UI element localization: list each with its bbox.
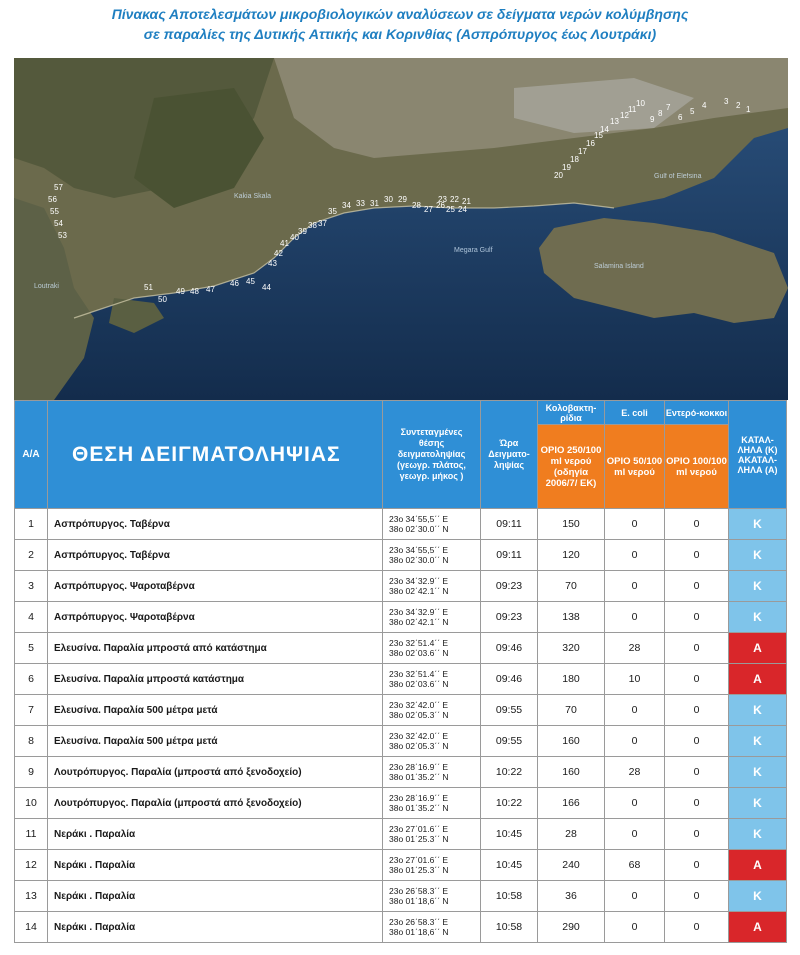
row-result-badge: Κ bbox=[729, 540, 787, 571]
svg-text:12: 12 bbox=[620, 111, 629, 120]
row-position: Νεράκι . Παραλία bbox=[48, 912, 383, 943]
svg-text:44: 44 bbox=[262, 283, 271, 292]
svg-text:26: 26 bbox=[436, 201, 445, 210]
table-row bbox=[15, 881, 787, 912]
row-coliform: 120 bbox=[538, 540, 605, 571]
row-coordinates: 23o 34΄55,5΄΄ E 38o 02΄30.0΄΄ N bbox=[383, 509, 481, 540]
row-enterococci: 0 bbox=[665, 695, 729, 726]
row-coliform: 166 bbox=[538, 788, 605, 819]
row-number: 12 bbox=[15, 850, 48, 881]
satellite-map bbox=[14, 58, 788, 400]
row-enterococci: 0 bbox=[665, 788, 729, 819]
row-time: 09:23 bbox=[481, 602, 538, 633]
svg-text:53: 53 bbox=[58, 231, 67, 240]
row-coordinates: 23o 34΄32.9΄΄ E 38o 02΄42.1΄΄ N bbox=[383, 602, 481, 633]
table-row bbox=[15, 788, 787, 819]
row-position: Ασπρόπυργος. Ψαροταβέρνα bbox=[48, 571, 383, 602]
table-row bbox=[15, 912, 787, 943]
row-result-badge: Κ bbox=[729, 602, 787, 633]
row-coliform: 150 bbox=[538, 509, 605, 540]
row-time: 09:46 bbox=[481, 633, 538, 664]
map-label-salamina: Salamina Island bbox=[594, 263, 644, 270]
row-time: 10:58 bbox=[481, 881, 538, 912]
row-position: Νεράκι . Παραλία bbox=[48, 819, 383, 850]
map-graphic bbox=[14, 58, 788, 400]
svg-text:20: 20 bbox=[554, 171, 563, 180]
svg-text:56: 56 bbox=[48, 195, 57, 204]
row-enterococci: 0 bbox=[665, 912, 729, 943]
row-time: 09:55 bbox=[481, 726, 538, 757]
row-coliform: 70 bbox=[538, 695, 605, 726]
map-label-megara-gulf: Megara Gulf bbox=[454, 247, 493, 254]
row-result-badge: Α bbox=[729, 912, 787, 943]
svg-text:47: 47 bbox=[206, 285, 215, 294]
row-coliform: 138 bbox=[538, 602, 605, 633]
svg-text:3: 3 bbox=[724, 97, 729, 106]
row-ecoli: 28 bbox=[605, 633, 665, 664]
header-ecoli-limit: ΟΡΙΟ 50/100 ml νερού bbox=[605, 425, 665, 509]
row-ecoli: 0 bbox=[605, 509, 665, 540]
table-row bbox=[15, 819, 787, 850]
row-coordinates: 23o 26΄58.3΄΄ E 38o 01΄18,6΄΄ N bbox=[383, 912, 481, 943]
row-position: Νεράκι . Παραλία bbox=[48, 881, 383, 912]
row-ecoli: 0 bbox=[605, 602, 665, 633]
header-coliform: Κολοβακτη-ρίδια bbox=[538, 401, 605, 425]
row-enterococci: 0 bbox=[665, 881, 729, 912]
svg-text:8: 8 bbox=[658, 109, 663, 118]
table-row bbox=[15, 664, 787, 695]
row-enterococci: 0 bbox=[665, 819, 729, 850]
header-coordinates: Συντεταγμένες θέσης δειγματοληψίας (γεωγρ. πλάτος, γεωγρ. μήκος ) bbox=[383, 401, 481, 509]
row-result-badge: Κ bbox=[729, 757, 787, 788]
row-position: Ελευσίνα. Παραλία μπροστά από κατάστημα bbox=[48, 633, 383, 664]
header-time: Ώρα Δειγματο-ληψίας bbox=[481, 401, 538, 509]
svg-text:1: 1 bbox=[746, 105, 751, 114]
row-result-badge: Α bbox=[729, 664, 787, 695]
row-coordinates: 23o 34΄32.9΄΄ E 38o 02΄42.1΄΄ N bbox=[383, 571, 481, 602]
row-enterococci: 0 bbox=[665, 726, 729, 757]
svg-text:30: 30 bbox=[384, 195, 393, 204]
row-coliform: 36 bbox=[538, 881, 605, 912]
row-ecoli: 0 bbox=[605, 540, 665, 571]
svg-text:7: 7 bbox=[666, 103, 671, 112]
svg-text:33: 33 bbox=[356, 199, 365, 208]
svg-text:49: 49 bbox=[176, 287, 185, 296]
row-coordinates: 23o 32΄51.4΄΄ E 38o 02΄03.6΄΄ N bbox=[383, 633, 481, 664]
row-coliform: 290 bbox=[538, 912, 605, 943]
row-time: 09:55 bbox=[481, 695, 538, 726]
row-ecoli: 0 bbox=[605, 726, 665, 757]
row-coliform: 160 bbox=[538, 757, 605, 788]
row-number: 4 bbox=[15, 602, 48, 633]
row-ecoli: 0 bbox=[605, 881, 665, 912]
header-ecoli: E. coli bbox=[605, 401, 665, 425]
row-position: Νεράκι . Παραλία bbox=[48, 850, 383, 881]
row-ecoli: 28 bbox=[605, 757, 665, 788]
title-line-1: Πίνακας Αποτελεσμάτων μικροβιολογικών αναλύσεων σε δείγματα νερών κολύμβησης bbox=[111, 6, 689, 22]
row-result-badge: Α bbox=[729, 633, 787, 664]
svg-text:6: 6 bbox=[678, 113, 683, 122]
table-row bbox=[15, 850, 787, 881]
header-enterococci: Εντερό-κοκκοι bbox=[665, 401, 729, 425]
row-position: Ελευσίνα. Παραλία 500 μέτρα μετά bbox=[48, 726, 383, 757]
svg-text:55: 55 bbox=[50, 207, 59, 216]
table-row bbox=[15, 571, 787, 602]
svg-text:46: 46 bbox=[230, 279, 239, 288]
svg-text:2: 2 bbox=[736, 101, 741, 110]
row-coordinates: 23o 28΄16.9΄΄ E 38o 01΄35.2΄΄ N bbox=[383, 757, 481, 788]
svg-text:5: 5 bbox=[690, 107, 695, 116]
header-entero-limit: ΟΡΙΟ 100/100 ml νερού bbox=[665, 425, 729, 509]
table-row bbox=[15, 757, 787, 788]
row-coliform: 180 bbox=[538, 664, 605, 695]
row-coordinates: 23o 32΄51.4΄΄ E 38o 02΄03.6΄΄ N bbox=[383, 664, 481, 695]
svg-text:51: 51 bbox=[144, 283, 153, 292]
header-suitability: ΚΑΤΑΛ-ΛΗΛΑ (Κ) ΑΚΑΤΑΛ-ΛΗΛΑ (Α) bbox=[729, 401, 787, 509]
row-coliform: 70 bbox=[538, 571, 605, 602]
table-row bbox=[15, 726, 787, 757]
row-time: 10:22 bbox=[481, 757, 538, 788]
row-time: 10:45 bbox=[481, 850, 538, 881]
svg-text:18: 18 bbox=[570, 155, 579, 164]
svg-text:4: 4 bbox=[702, 101, 707, 110]
svg-text:29: 29 bbox=[398, 195, 407, 204]
svg-text:23: 23 bbox=[438, 195, 447, 204]
row-position: Ελευσίνα. Παραλία μπροστά κατάστημα bbox=[48, 664, 383, 695]
table-row bbox=[15, 695, 787, 726]
svg-text:25: 25 bbox=[446, 205, 455, 214]
row-coordinates: 23o 28΄16.9΄΄ E 38o 01΄35.2΄΄ N bbox=[383, 788, 481, 819]
table-row bbox=[15, 540, 787, 571]
row-enterococci: 0 bbox=[665, 509, 729, 540]
table-row bbox=[15, 633, 787, 664]
row-position: Ελευσίνα. Παραλία 500 μέτρα μετά bbox=[48, 695, 383, 726]
row-enterococci: 0 bbox=[665, 664, 729, 695]
svg-text:9: 9 bbox=[650, 115, 655, 124]
row-position: Ασπρόπυργος. Ταβέρνα bbox=[48, 540, 383, 571]
row-number: 3 bbox=[15, 571, 48, 602]
row-number: 11 bbox=[15, 819, 48, 850]
row-position: Λουτρόπυργος. Παραλία (μπροστά από ξενοδοχείο) bbox=[48, 788, 383, 819]
row-position: Ασπρόπυργος. Ταβέρνα bbox=[48, 509, 383, 540]
row-coliform: 320 bbox=[538, 633, 605, 664]
svg-text:11: 11 bbox=[628, 105, 637, 114]
row-time: 10:58 bbox=[481, 912, 538, 943]
row-coordinates: 23o 32΄42.0΄΄ E 38o 02΄05.3΄΄ N bbox=[383, 726, 481, 757]
row-position: Ασπρόπυργος. Ψαροταβέρνα bbox=[48, 602, 383, 633]
header-coliform-limit: ΟΡΙΟ 250/100 ml νερού (οδηγία 2006/7/ ΕΚ) bbox=[538, 425, 605, 509]
row-time: 10:45 bbox=[481, 819, 538, 850]
svg-text:15: 15 bbox=[594, 131, 603, 140]
row-ecoli: 10 bbox=[605, 664, 665, 695]
row-coordinates: 23o 27΄01.6΄΄ E 38o 01΄25.3΄΄ N bbox=[383, 850, 481, 881]
row-time: 09:46 bbox=[481, 664, 538, 695]
row-coordinates: 23o 27΄01.6΄΄ E 38o 01΄25.3΄΄ N bbox=[383, 819, 481, 850]
row-ecoli: 0 bbox=[605, 571, 665, 602]
svg-text:38: 38 bbox=[308, 221, 317, 230]
svg-text:28: 28 bbox=[412, 201, 421, 210]
row-result-badge: Κ bbox=[729, 509, 787, 540]
row-enterococci: 0 bbox=[665, 757, 729, 788]
svg-text:31: 31 bbox=[370, 199, 379, 208]
results-table bbox=[14, 400, 787, 943]
row-coordinates: 23o 32΄42.0΄΄ E 38o 02΄05.3΄΄ N bbox=[383, 695, 481, 726]
row-result-badge: Κ bbox=[729, 819, 787, 850]
svg-text:57: 57 bbox=[54, 183, 63, 192]
row-coliform: 28 bbox=[538, 819, 605, 850]
row-time: 09:11 bbox=[481, 509, 538, 540]
map-label-kakia-skala: Kakia Skala bbox=[234, 193, 271, 200]
row-coliform: 160 bbox=[538, 726, 605, 757]
page-title bbox=[0, 4, 800, 44]
svg-text:16: 16 bbox=[586, 139, 595, 148]
row-number: 6 bbox=[15, 664, 48, 695]
header-aa: Α/Α bbox=[15, 401, 48, 509]
row-ecoli: 68 bbox=[605, 850, 665, 881]
row-result-badge: Κ bbox=[729, 881, 787, 912]
row-number: 14 bbox=[15, 912, 48, 943]
row-ecoli: 0 bbox=[605, 819, 665, 850]
row-time: 09:23 bbox=[481, 571, 538, 602]
row-time: 09:11 bbox=[481, 540, 538, 571]
row-coordinates: 23o 34΄55,5΄΄ E 38o 02΄30.0΄΄ N bbox=[383, 540, 481, 571]
row-number: 8 bbox=[15, 726, 48, 757]
svg-text:17: 17 bbox=[578, 147, 587, 156]
svg-text:37: 37 bbox=[318, 219, 327, 228]
map-label-loutraki: Loutraki bbox=[34, 283, 59, 290]
svg-text:34: 34 bbox=[342, 201, 351, 210]
svg-text:19: 19 bbox=[562, 163, 571, 172]
svg-text:24: 24 bbox=[458, 205, 467, 214]
svg-text:43: 43 bbox=[268, 259, 277, 268]
svg-text:48: 48 bbox=[190, 287, 199, 296]
row-enterococci: 0 bbox=[665, 571, 729, 602]
svg-text:35: 35 bbox=[328, 207, 337, 216]
svg-text:14: 14 bbox=[600, 125, 609, 134]
svg-text:10: 10 bbox=[636, 99, 645, 108]
row-number: 10 bbox=[15, 788, 48, 819]
row-result-badge: Κ bbox=[729, 788, 787, 819]
map-label-gulf-elefsina: Gulf of Elefsina bbox=[654, 173, 702, 180]
svg-text:22: 22 bbox=[450, 195, 459, 204]
row-result-badge: Κ bbox=[729, 695, 787, 726]
row-ecoli: 0 bbox=[605, 695, 665, 726]
row-ecoli: 0 bbox=[605, 912, 665, 943]
svg-text:39: 39 bbox=[298, 227, 307, 236]
svg-text:21: 21 bbox=[462, 197, 471, 206]
row-number: 9 bbox=[15, 757, 48, 788]
row-ecoli: 0 bbox=[605, 788, 665, 819]
row-result-badge: Α bbox=[729, 850, 787, 881]
svg-text:45: 45 bbox=[246, 277, 255, 286]
row-number: 7 bbox=[15, 695, 48, 726]
svg-text:41: 41 bbox=[280, 239, 289, 248]
svg-text:27: 27 bbox=[424, 205, 433, 214]
table-row bbox=[15, 602, 787, 633]
row-result-badge: Κ bbox=[729, 726, 787, 757]
row-enterococci: 0 bbox=[665, 602, 729, 633]
row-coliform: 240 bbox=[538, 850, 605, 881]
row-number: 2 bbox=[15, 540, 48, 571]
row-enterococci: 0 bbox=[665, 850, 729, 881]
row-enterococci: 0 bbox=[665, 540, 729, 571]
svg-text:13: 13 bbox=[610, 117, 619, 126]
row-enterococci: 0 bbox=[665, 633, 729, 664]
table-row bbox=[15, 509, 787, 540]
row-time: 10:22 bbox=[481, 788, 538, 819]
svg-text:54: 54 bbox=[54, 219, 63, 228]
row-number: 1 bbox=[15, 509, 48, 540]
row-number: 5 bbox=[15, 633, 48, 664]
svg-text:42: 42 bbox=[274, 249, 283, 258]
row-position: Λουτρόπυργος. Παραλία (μπροστά από ξενοδοχείο) bbox=[48, 757, 383, 788]
row-coordinates: 23o 26΄58.3΄΄ E 38o 01΄18,6΄΄ N bbox=[383, 881, 481, 912]
svg-text:40: 40 bbox=[290, 233, 299, 242]
title-line-2: σε παραλίες της Δυτικής Αττικής και Κορινθίας (Ασπρόπυργος έως Λουτράκι) bbox=[143, 26, 657, 42]
row-number: 13 bbox=[15, 881, 48, 912]
header-position: ΘΕΣΗ ΔΕΙΓΜΑΤΟΛΗΨΙΑΣ bbox=[48, 401, 383, 509]
row-result-badge: Κ bbox=[729, 571, 787, 602]
svg-text:50: 50 bbox=[158, 295, 167, 304]
